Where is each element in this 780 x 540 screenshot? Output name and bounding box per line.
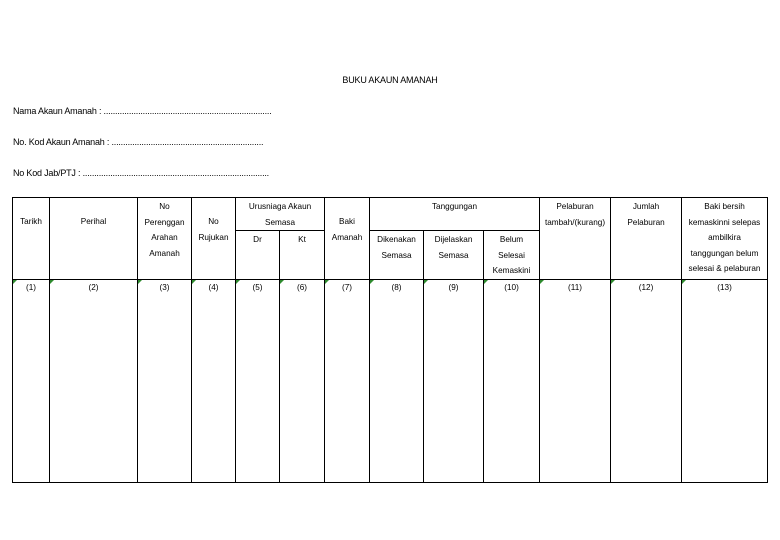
no-kod-jab-field: No Kod Jab/PTJ : ................................................................................. xyxy=(13,168,269,178)
header-baki-amanah: Baki Amanah xyxy=(325,198,370,280)
no-kod-akaun-field: No. Kod Akaun Amanah : .................................................................. xyxy=(13,137,264,147)
header-pelaburan: Pelaburan tambah/(kurang) xyxy=(540,198,611,280)
ledger-table xyxy=(12,197,768,483)
document-title: BUKU AKAUN AMANAH xyxy=(342,75,438,85)
header-tarikh: Tarikh xyxy=(13,198,50,280)
column-number: (13) xyxy=(682,279,768,295)
ledger-cell[interactable] xyxy=(192,295,236,483)
column-number: (6) xyxy=(280,279,325,295)
ledger-cell[interactable] xyxy=(540,295,611,483)
ledger-cell[interactable] xyxy=(50,295,138,483)
column-number: (10) xyxy=(484,279,540,295)
header-kt: Kt xyxy=(280,231,325,280)
header-urusniaga: Urusniaga Akaun Semasa xyxy=(236,198,325,231)
ledger-cell[interactable] xyxy=(236,295,280,483)
ledger-cell[interactable] xyxy=(682,295,768,483)
column-number: (3) xyxy=(138,279,192,295)
ledger-cell[interactable] xyxy=(611,295,682,483)
ledger-cell[interactable] xyxy=(325,295,370,483)
ledger-cell[interactable] xyxy=(13,295,50,483)
header-perihal: Perihal xyxy=(50,198,138,280)
ledger-cell[interactable] xyxy=(138,295,192,483)
ledger-cell[interactable] xyxy=(280,295,325,483)
nama-akaun-field: Nama Akaun Amanah : ......................................................................... xyxy=(13,106,272,116)
column-number: (4) xyxy=(192,279,236,295)
ledger-cell[interactable] xyxy=(370,295,424,483)
header-baki-bersih: Baki bersih kemaskinni selepas ambilkira tanggungan belum selesai & pelaburan xyxy=(682,198,768,280)
column-number: (5) xyxy=(236,279,280,295)
header-dr: Dr xyxy=(236,231,280,280)
header-tanggungan: Tanggungan xyxy=(370,198,540,231)
header-dijelaskan: Dijelaskan Semasa xyxy=(424,231,484,280)
ledger-cell[interactable] xyxy=(424,295,484,483)
header-dikenakan: Dikenakan Semasa xyxy=(370,231,424,280)
column-number: (1) xyxy=(13,279,50,295)
column-number: (12) xyxy=(611,279,682,295)
ledger-cell[interactable] xyxy=(484,295,540,483)
header-jumlah-pelaburan: Jumlah Pelaburan xyxy=(611,198,682,280)
column-number: (2) xyxy=(50,279,138,295)
header-belum-selesai: Belum Selesai Kemaskini xyxy=(484,231,540,280)
header-no-perenggan: No Perenggan Arahan Amanah xyxy=(138,198,192,280)
column-number: (11) xyxy=(540,279,611,295)
column-number: (9) xyxy=(424,279,484,295)
header-no-rujukan: No Rujukan xyxy=(192,198,236,280)
column-number: (7) xyxy=(325,279,370,295)
column-number: (8) xyxy=(370,279,424,295)
